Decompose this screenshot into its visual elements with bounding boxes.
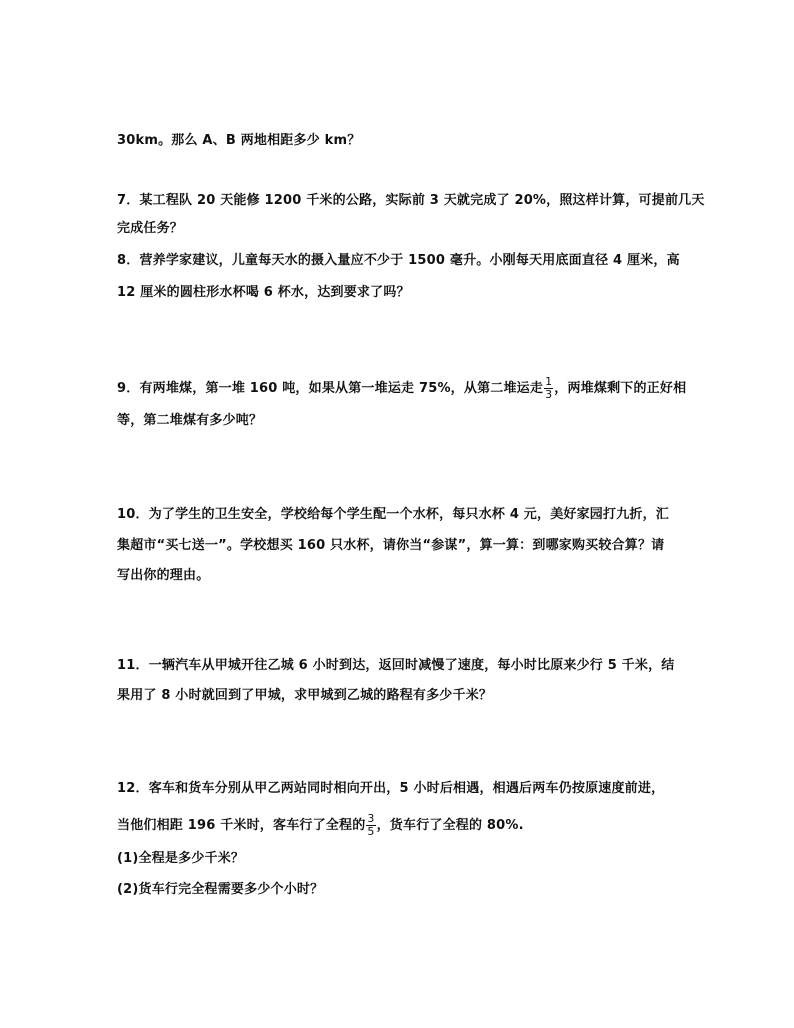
problem-12-subquestion-2: (2)货车行完全程需要多少个小时？ <box>117 882 324 897</box>
fraction-numerator: 3 <box>367 812 375 825</box>
fraction-denominator: 5 <box>367 825 375 838</box>
problem-10-line-2: 集超市“买七送一”。学校想买 160 只水杯，请你当“参谋”，算一算：到哪家购买较合算？请 <box>117 538 665 553</box>
problem-10-line-1: 10．为了学生的卫生安全，学校给每个学生配一个水杯，每只水杯 4 元，美好家园打九折，汇 <box>117 507 669 522</box>
problem-9-line-1 <box>117 376 686 401</box>
problem-8-line-2: 12 厘米的圆柱形水杯喝 6 杯水，达到要求了吗？ <box>117 285 410 300</box>
problem-12-text-after-fraction: ，货车行了全程的 80%. <box>376 818 524 833</box>
problem-12-subquestion-1: (1)全程是多少千米？ <box>117 851 245 866</box>
fraction-one-third <box>544 376 553 401</box>
problem-10-line-3: 写出你的理由。 <box>117 568 210 583</box>
problem-9-text-after-fraction: ，两堆煤剩下的正好相 <box>554 381 687 396</box>
problem-12-text-before-fraction: 当他们相距 196 千米时，客车行了全程的 <box>117 818 366 833</box>
fraction-numerator: 1 <box>545 375 553 388</box>
problem-7-line-1: 7．某工程队 20 天能修 1200 千米的公路，实际前 3 天就完成了 20%，照这样计算，可提前几天 <box>117 193 705 208</box>
fraction-three-fifths <box>366 813 375 838</box>
problem-12-line-2 <box>117 813 524 838</box>
problem-7-line-2: 完成任务？ <box>117 221 184 236</box>
fraction-denominator: 3 <box>545 388 553 401</box>
problem-8-line-1: 8．营养学家建议，儿童每天水的摄入量应不少于 1500 毫升。小刚每天用底面直径 4 厘米，高 <box>117 253 680 268</box>
problem-11-line-1: 11．一辆汽车从甲城开往乙城 6 小时到达，返回时减慢了速度，每小时比原来少行 5 千米，结 <box>117 658 675 673</box>
problem-9-text-before-fraction: 9．有两堆煤，第一堆 160 吨，如果从第一堆运走 75%，从第二堆运走 <box>117 381 544 396</box>
line-problem-6-end: 30km。那么 A、B 两地相距多少 km？ <box>117 133 361 148</box>
problem-11-line-2: 果用了 8 小时就回到了甲城，求甲城到乙城的路程有多少千米？ <box>117 688 493 703</box>
problem-9-line-2: 等，第二堆煤有多少吨？ <box>117 413 263 428</box>
problem-12-line-1: 12．客车和货车分别从甲乙两站同时相向开出，5 小时后相遇，相遇后两车仍按原速度前进， <box>117 781 665 796</box>
